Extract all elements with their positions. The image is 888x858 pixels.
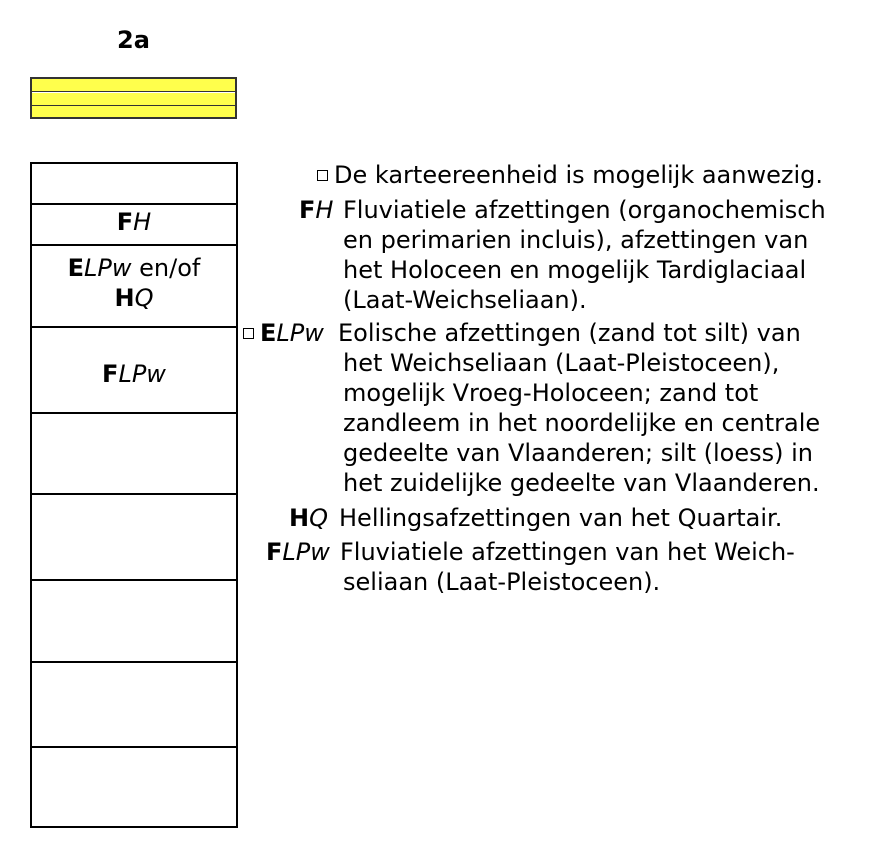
- legend-text-line: mogelijk Vroeg-Holoceen; zand tot: [343, 379, 759, 407]
- square-icon: [317, 170, 328, 181]
- legend-code-sub: LPw: [276, 319, 324, 347]
- legend-text-line: Eolische afzettingen (zand tot silt) van: [338, 319, 801, 347]
- cell-code-main: F: [116, 208, 134, 236]
- legend-text-line: het zuidelijke gedeelte van Vlaanderen.: [343, 469, 820, 497]
- legend-code-elpw: [243, 318, 324, 348]
- legend-code-hq: [289, 503, 328, 533]
- legend-text-line: zandleem in het noordelijke en centrale: [343, 409, 821, 437]
- cell-code-main: E: [67, 254, 85, 282]
- legend-code-sub: LPw: [282, 538, 330, 566]
- legend-text-line: Hellingsafzettingen van het Quartair.: [339, 504, 783, 532]
- cell-code-main: H: [114, 284, 135, 312]
- legend-code-fh: [299, 195, 333, 225]
- legend-text-line: seliaan (Laat-Pleistoceen).: [343, 568, 661, 596]
- square-icon: [243, 328, 254, 339]
- legend-code-main: H: [289, 504, 310, 532]
- legend-text-line: gedeelte van Vlaanderen; silt (loess) in: [343, 439, 813, 467]
- legend-code-flpw: [266, 537, 330, 567]
- legend-note-text: De karteereenheid is mogelijk aanwezig.: [334, 161, 823, 189]
- legend-text-line: Fluviatiele afzettingen van het Weich-: [340, 538, 795, 566]
- legend-code-main: F: [299, 196, 316, 224]
- cell-code-sub: Q: [134, 284, 154, 312]
- legend-note: [317, 160, 823, 190]
- cell-code-sub: LPw: [84, 254, 132, 282]
- legend-text-line: Fluviatiele afzettingen (organochemisch: [343, 196, 826, 224]
- legend-code-sub: Q: [309, 504, 328, 532]
- figure-title: 2a: [117, 26, 150, 54]
- legend-text-line: het Weichseliaan (Laat-Pleistoceen),: [343, 349, 780, 377]
- cell-code-sub: LPw: [118, 360, 166, 388]
- cell-code-main: F: [102, 360, 119, 388]
- legend-code-sub: H: [315, 196, 334, 224]
- legend-text-line: en perimarien incluis), afzettingen van: [343, 226, 809, 254]
- cell-connector-text: en/of: [131, 254, 201, 282]
- legend-text-line: (Laat-Weichseliaan).: [343, 286, 587, 314]
- legend-text-line: het Holoceen en mogelijk Tardiglaciaal: [343, 256, 807, 284]
- legend-code-main: F: [266, 538, 283, 566]
- cell-code-sub: H: [133, 208, 152, 236]
- legend-code-main: E: [260, 319, 277, 347]
